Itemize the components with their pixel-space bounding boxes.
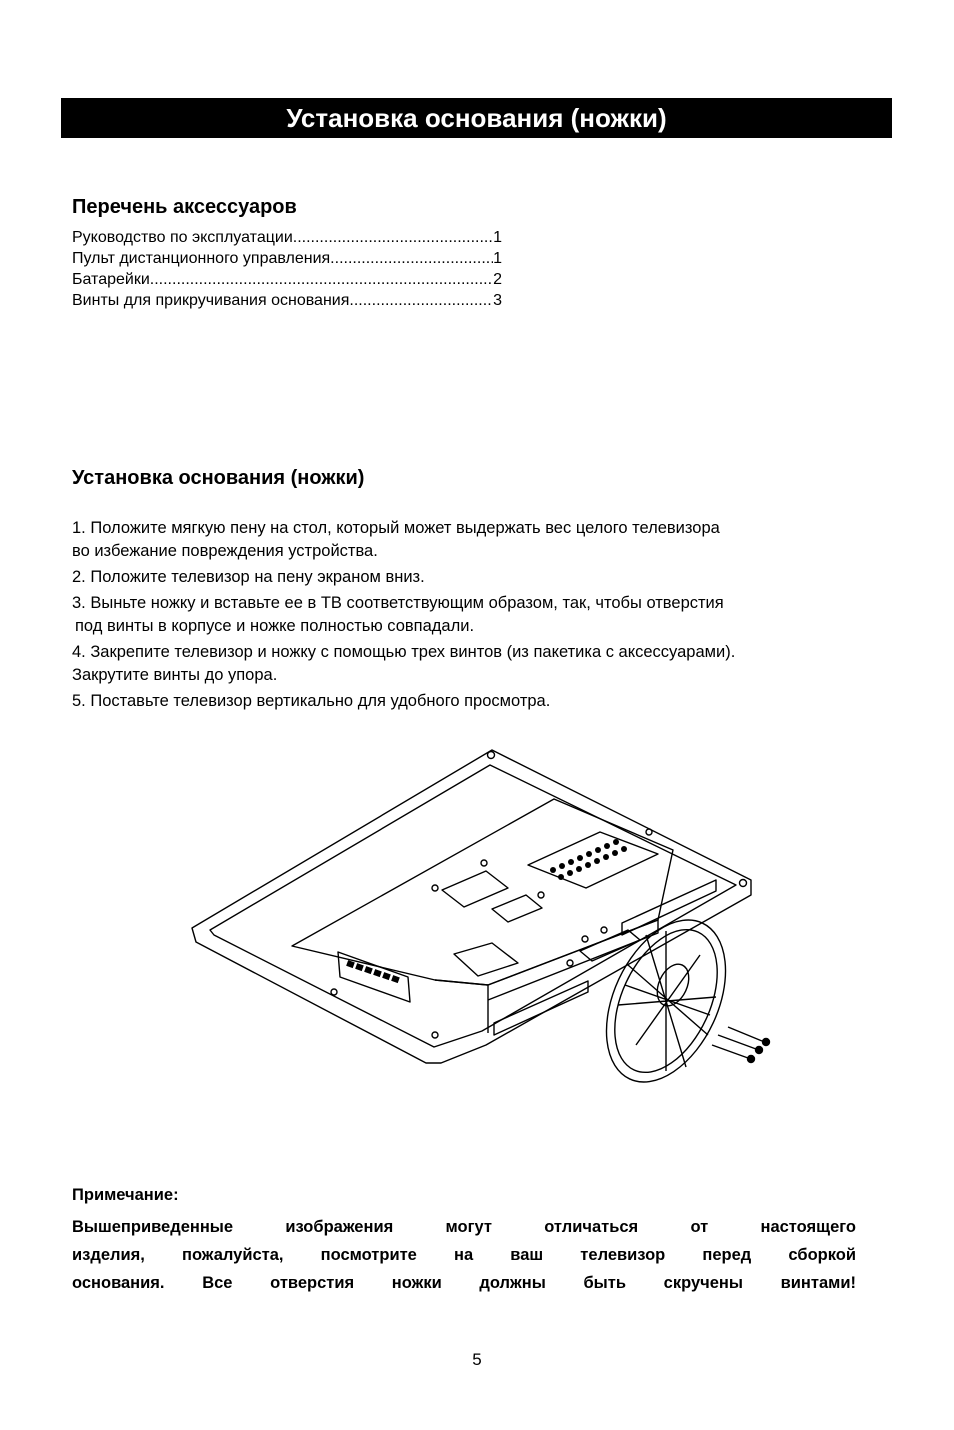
accessories-heading: Перечень аксессуаров [72, 196, 297, 218]
step-3: 3. Выньте ножку и вставьте ее в ТВ соответствующим образом, так, чтобы отверстия под винты в корпусе и ножке полностью совпадали. [72, 594, 724, 635]
step-2: 2. Положите телевизор на пену экраном вниз. [72, 568, 425, 586]
vesa-plate [442, 871, 508, 907]
list-item: Руководство по эксплуатации ..... 1 [72, 227, 502, 248]
list-item: Батарейки ..... 2 [72, 269, 502, 290]
tv-stand-illustration [188, 745, 788, 1090]
note-label: Примечание: [72, 1186, 179, 1204]
page-number: 5 [472, 1350, 482, 1369]
installation-heading: Установка основания (ножки) [72, 467, 365, 489]
step-5: 5. Поставьте телевизор вертикально для удобного просмотра. [72, 692, 551, 710]
step-4: 4. Закрепите телевизор и ножку с помощью трех винтов (из пакетика с аксессуарами). Закрутите винты до упора. [72, 643, 736, 684]
tv-body-outline [192, 750, 751, 1063]
page-title: Установка основания (ножки) [61, 98, 892, 138]
accessories-list [72, 227, 502, 311]
list-item: Пульт дистанционного управления ..... 1 [72, 248, 502, 269]
list-item: Винты для прикручивания основания ..... 3 [72, 290, 502, 311]
step-1: 1. Положите мягкую пену на стол, который может выдержать вес целого телевизора во избежание повреждения устройства. [72, 519, 720, 560]
installation-steps [72, 517, 872, 716]
note-text: Вышеприведенные изображения могут отличаться от настоящего изделия, пожалуйста, посмотрите на ваш телевизор перед сборкой основания. Все отверстия ножки должны быть скручены винтами! [72, 1218, 856, 1292]
io-panel [528, 832, 658, 888]
screws-icon [712, 1027, 770, 1063]
